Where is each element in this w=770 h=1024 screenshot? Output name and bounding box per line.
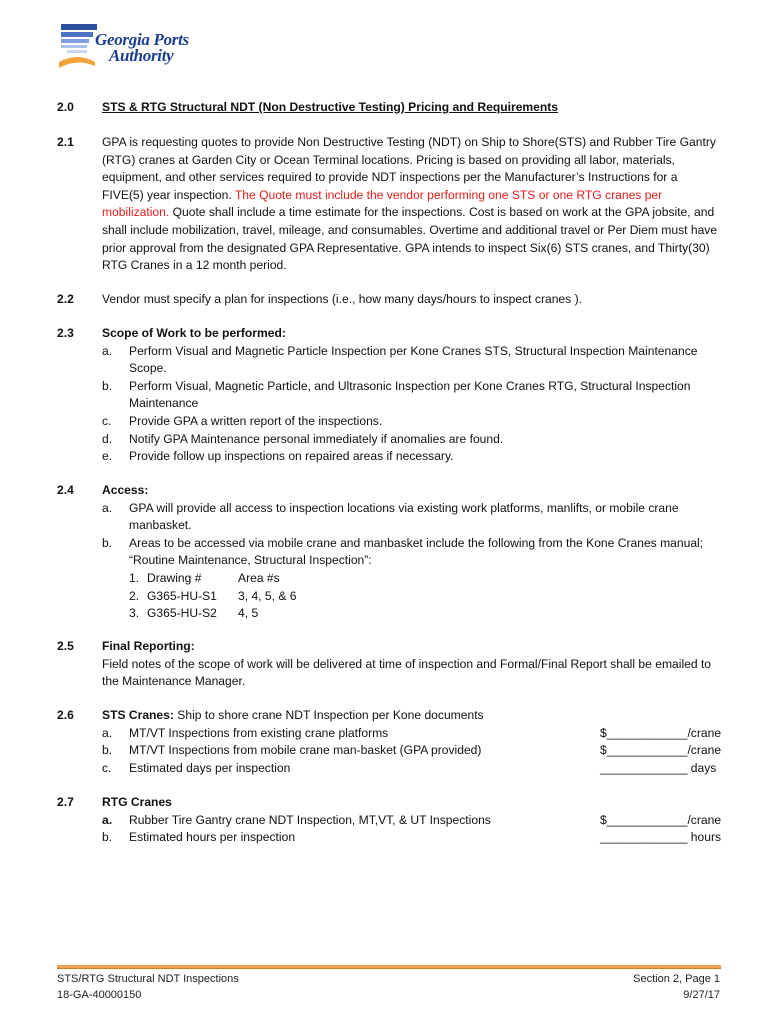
list-item: b. Areas to be accessed via mobile crane and manbasket include the following from the Kone Cranes manual; “Routine Maintenance, Structural Inspection”: xyxy=(102,535,704,568)
price-blank: $____________/crane xyxy=(600,812,722,827)
section-paragraph: Field notes of the scope of work will be delivered at time of inspection and Formal/Final Report shall be emailed to the Maintenance Manager. xyxy=(102,656,712,689)
section-number: 2.2 xyxy=(57,292,74,306)
section-heading: RTG Cranes xyxy=(102,795,172,809)
list-item: a. Rubber Tire Gantry crane NDT Inspection, MT,VT, & UT Inspections $____________/crane xyxy=(102,812,722,830)
section-heading: Scope of Work to be performed: xyxy=(102,326,286,340)
paragraph-text: GPA is requesting quotes to provide Non Destructive Testing (NDT) on Ship to Shore(STS) and Rubber Tire Gantry (RTG) cranes at Garden City or Ocean Terminal locations. Pricing is based on providing all labor, materials, equipment, and other services required to provide NDT inspections per the Manufacturer’s Instructions for a FIVE(5) year inspection. xyxy=(102,135,716,202)
footer-date: 9/27/17 xyxy=(683,989,720,1001)
section-number: 2.5 xyxy=(57,639,74,653)
table-row: 1. Drawing # Area #s xyxy=(129,570,280,585)
section-number: 2.1 xyxy=(57,135,74,149)
section-heading: STS Cranes: Ship to shore crane NDT Inspection per Kone documents xyxy=(102,708,484,722)
list-item: b. Perform Visual, Magnetic Particle, and Ultrasonic Inspection per Kone Cranes RTG, Structural Inspection Maintenance xyxy=(102,378,691,411)
list-item: c. Estimated days per inspection _____________ days xyxy=(102,760,722,778)
section-number: 2.4 xyxy=(57,483,74,497)
paragraph-highlight-red: The Quote must include the vendor performing one STS or one RTG cranes per mobilization. xyxy=(102,187,663,220)
logo-line-1: Georgia Ports xyxy=(95,30,189,49)
section-number: 2.3 xyxy=(57,326,74,340)
list-item: b. MT/VT Inspections from mobile crane man-basket (GPA provided) $____________/crane xyxy=(102,742,722,760)
footer-doc-title: STS/RTG Structural NDT Inspections xyxy=(57,973,239,985)
list-item: b. Estimated hours per inspection _____________ hours xyxy=(102,829,722,847)
footer-page-label: Section 2, Page 1 xyxy=(633,973,720,985)
section-heading: STS & RTG Structural NDT (Non Destructive Testing) Pricing and Requirements xyxy=(102,100,559,114)
table-row: 2. G365-HU-S1 3, 4, 5, & 6 xyxy=(129,588,297,603)
list-item: a. GPA will provide all access to inspection locations via existing work platforms, manlifts, or mobile crane manbasket. xyxy=(102,500,679,533)
list-item: a. MT/VT Inspections from existing crane platforms $____________/crane xyxy=(102,725,722,743)
list-item: e. Provide follow up inspections on repaired areas if necessary. xyxy=(102,449,454,464)
section-number: 2.6 xyxy=(57,708,74,722)
table-row: 3. G365-HU-S2 4, 5 xyxy=(129,606,259,621)
section-heading: Final Reporting: xyxy=(102,639,195,653)
paragraph-text: Quote shall include a time estimate for the inspections. Cost is based on work at the GPA jobsite, and shall include mobilization, travel, mileage, and consumables. Overtime and additional travel or Per Diem must have prior approval from the designated GPA Representative. GPA intends to inspect Six(6) STS cranes, and Thirty(30) RTG Cranes in a 12 month period. xyxy=(102,205,718,273)
logo-line-2: Authority xyxy=(109,46,174,65)
list-item: c. Provide GPA a written report of the inspections. xyxy=(102,413,383,428)
gpa-logo xyxy=(57,22,187,74)
footer-divider-shadow xyxy=(57,968,721,969)
hours-blank: _____________ hours xyxy=(600,830,722,845)
footer-doc-number: 18-GA-40000150 xyxy=(57,989,142,1001)
days-blank: _____________ days xyxy=(600,760,717,775)
list-item: d. Notify GPA Maintenance personal immediately if anomalies are found. xyxy=(102,431,504,446)
price-blank: $____________/crane xyxy=(600,725,722,740)
price-blank: $____________/crane xyxy=(600,743,722,758)
list-item: a. Perform Visual and Magnetic Particle Inspection per Kone Cranes STS, Structural Inspection Maintenance Scope. xyxy=(102,343,698,376)
section-heading: Access: xyxy=(102,483,149,497)
section-paragraph: Vendor must specify a plan for inspections (i.e., how many days/hours to inspect cranes ). xyxy=(102,292,582,306)
section-paragraph xyxy=(102,134,722,275)
section-number: 2.7 xyxy=(57,795,74,809)
section-number: 2.0 xyxy=(57,100,74,114)
